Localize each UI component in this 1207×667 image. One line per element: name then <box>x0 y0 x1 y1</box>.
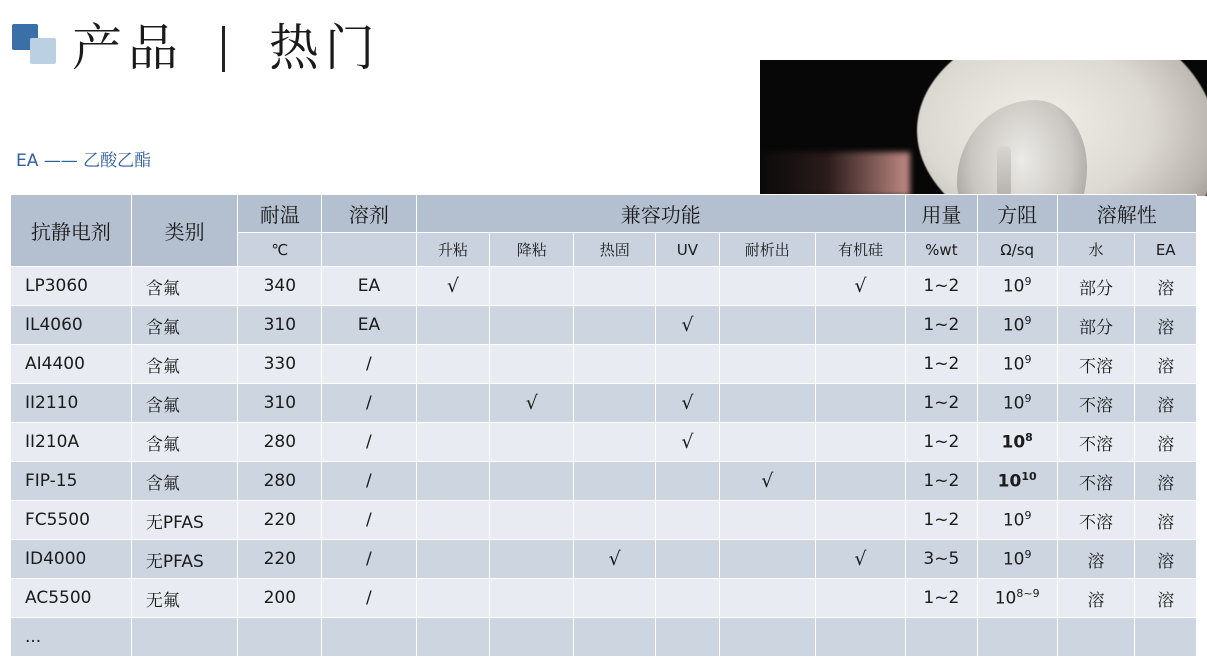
cell-solvent: / <box>322 540 416 579</box>
th-solubility-group: 溶解性 <box>1057 195 1196 233</box>
cell-solubility-ea: 溶 <box>1135 540 1197 579</box>
th-agent: 抗静电剂 <box>11 195 132 267</box>
cell-compat-4: √ <box>656 423 719 462</box>
resistance-base: 10 <box>1002 354 1025 375</box>
cell-compat-6 <box>815 462 905 501</box>
cell-temperature: 340 <box>238 267 322 306</box>
cell-agent: AC5500 <box>11 579 132 618</box>
cell-compat-5 <box>719 384 815 423</box>
cell-resistance <box>977 306 1057 345</box>
cell-category <box>131 618 238 657</box>
th-compat-f4: UV <box>656 233 719 267</box>
table-row <box>11 579 1197 618</box>
cell-compat-6 <box>815 579 905 618</box>
cell-solvent: EA <box>322 267 416 306</box>
photo-liquid-drip <box>997 146 1011 196</box>
resistance-base: 10 <box>1001 432 1026 453</box>
cell-solubility-water: 不溶 <box>1057 501 1135 540</box>
th-temperature: 耐温 <box>238 195 322 233</box>
resistance-base: 10 <box>1002 510 1025 531</box>
page-title <box>72 8 381 80</box>
cell-solubility-water: 不溶 <box>1057 384 1135 423</box>
table-row <box>11 345 1197 384</box>
cell-compat-3 <box>574 345 656 384</box>
th-solvent: 溶剂 <box>322 195 416 233</box>
cell-compat-1 <box>416 618 490 657</box>
cell-dose: 1~2 <box>906 267 978 306</box>
cell-compat-1 <box>416 423 490 462</box>
cell-temperature: 220 <box>238 540 322 579</box>
cell-compat-3 <box>574 423 656 462</box>
cell-compat-1 <box>416 306 490 345</box>
cell-category: 无PFAS <box>131 501 238 540</box>
cell-compat-2 <box>490 345 574 384</box>
cell-solubility-ea: 溶 <box>1135 423 1197 462</box>
cell-compat-1 <box>416 540 490 579</box>
product-photo <box>760 60 1207 196</box>
cell-agent: II210A <box>11 423 132 462</box>
cell-solvent: / <box>322 423 416 462</box>
cell-category: 无氟 <box>131 579 238 618</box>
cell-compat-2 <box>490 540 574 579</box>
cell-compat-5 <box>719 423 815 462</box>
cell-compat-4 <box>656 462 719 501</box>
th-dose: 用量 <box>906 195 978 233</box>
th-solubility-ea: EA <box>1135 233 1197 267</box>
cell-compat-3 <box>574 384 656 423</box>
cell-compat-4 <box>656 579 719 618</box>
resistance-base: 10 <box>997 471 1022 492</box>
cell-agent: FC5500 <box>11 501 132 540</box>
cell-compat-2: √ <box>490 384 574 423</box>
cell-temperature: 310 <box>238 306 322 345</box>
cell-compat-5 <box>719 306 815 345</box>
cell-compat-6 <box>815 618 905 657</box>
cell-temperature: 200 <box>238 579 322 618</box>
cell-compat-4: √ <box>656 384 719 423</box>
cell-compat-2 <box>490 267 574 306</box>
cell-solubility-water: 溶 <box>1057 579 1135 618</box>
cell-resistance <box>977 345 1057 384</box>
th-compat-f1: 升粘 <box>416 233 490 267</box>
cell-solvent: / <box>322 345 416 384</box>
cell-dose: 1~2 <box>906 462 978 501</box>
resistance-base: 10 <box>994 588 1017 609</box>
cell-temperature: 220 <box>238 501 322 540</box>
cell-compat-4 <box>656 267 719 306</box>
cell-compat-5 <box>719 540 815 579</box>
cell-compat-2 <box>490 306 574 345</box>
cell-compat-4 <box>656 540 719 579</box>
resistance-base: 10 <box>1002 393 1025 414</box>
cell-compat-6 <box>815 423 905 462</box>
cell-solubility-ea: 溶 <box>1135 267 1197 306</box>
title-divider <box>222 26 225 72</box>
th-compat-f5: 耐析出 <box>719 233 815 267</box>
cell-compat-1 <box>416 501 490 540</box>
cell-compat-6 <box>815 501 905 540</box>
cell-compat-3: √ <box>574 540 656 579</box>
cell-category: 含氟 <box>131 306 238 345</box>
cell-dose: 1~2 <box>906 345 978 384</box>
cell-dose: 1~2 <box>906 306 978 345</box>
th-dose-unit: %wt <box>906 233 978 267</box>
cell-solubility-water: 不溶 <box>1057 462 1135 501</box>
antistatic-agents-table <box>10 194 1197 657</box>
cell-solubility-water: 部分 <box>1057 306 1135 345</box>
cell-solvent: EA <box>322 306 416 345</box>
cell-compat-4 <box>656 501 719 540</box>
resistance-exponent: 9 <box>1024 392 1032 406</box>
cell-solubility-water: 不溶 <box>1057 423 1135 462</box>
cell-compat-1: √ <box>416 267 490 306</box>
table-row <box>11 423 1197 462</box>
cell-agent: II2110 <box>11 384 132 423</box>
cell-compat-5 <box>719 267 815 306</box>
cell-resistance <box>977 384 1057 423</box>
table-row <box>11 501 1197 540</box>
cell-compat-1 <box>416 345 490 384</box>
cell-solvent: / <box>322 501 416 540</box>
cell-compat-2 <box>490 462 574 501</box>
cell-dose <box>906 618 978 657</box>
cell-solubility-ea: 溶 <box>1135 501 1197 540</box>
cell-dose: 1~2 <box>906 423 978 462</box>
cell-resistance <box>977 618 1057 657</box>
cell-resistance <box>977 423 1057 462</box>
cell-compat-2 <box>490 618 574 657</box>
cell-agent: ID4000 <box>11 540 132 579</box>
resistance-exponent: 9 <box>1024 314 1032 328</box>
cell-compat-3 <box>574 579 656 618</box>
cell-dose: 1~2 <box>906 501 978 540</box>
th-compat-group: 兼容功能 <box>416 195 906 233</box>
table-header-row <box>11 195 1197 233</box>
cell-agent: LP3060 <box>11 267 132 306</box>
table-body <box>11 267 1197 657</box>
cell-compat-6 <box>815 306 905 345</box>
photo-glow-left <box>760 152 910 196</box>
cell-solubility-ea: 溶 <box>1135 306 1197 345</box>
cell-solubility-ea: 溶 <box>1135 462 1197 501</box>
cell-temperature: 310 <box>238 384 322 423</box>
cell-dose: 3~5 <box>906 540 978 579</box>
resistance-base: 10 <box>1002 549 1025 570</box>
cell-compat-4: √ <box>656 306 719 345</box>
cell-compat-6 <box>815 384 905 423</box>
cell-compat-5: √ <box>719 462 815 501</box>
cell-compat-3 <box>574 306 656 345</box>
cell-compat-3 <box>574 618 656 657</box>
cell-solvent <box>322 618 416 657</box>
resistance-exponent: 9 <box>1024 353 1032 367</box>
section-subtitle: EA —— 乙酸乙酯 <box>16 151 152 171</box>
logo-square-light <box>30 38 56 64</box>
cell-category: 含氟 <box>131 267 238 306</box>
cell-temperature <box>238 618 322 657</box>
cell-category: 无PFAS <box>131 540 238 579</box>
cell-resistance <box>977 462 1057 501</box>
cell-compat-2 <box>490 579 574 618</box>
cell-solubility-ea: 溶 <box>1135 384 1197 423</box>
table-row <box>11 306 1197 345</box>
page-title-right: 热门 <box>268 19 381 77</box>
cell-dose: 1~2 <box>906 579 978 618</box>
resistance-exponent: 9 <box>1024 548 1032 562</box>
cell-solubility-ea: 溶 <box>1135 345 1197 384</box>
cell-agent: AI4400 <box>11 345 132 384</box>
cell-temperature: 330 <box>238 345 322 384</box>
cell-solvent: / <box>322 384 416 423</box>
cell-category: 含氟 <box>131 384 238 423</box>
cell-category: 含氟 <box>131 345 238 384</box>
th-compat-f3: 热固 <box>574 233 656 267</box>
cell-compat-2 <box>490 501 574 540</box>
cell-resistance <box>977 579 1057 618</box>
cell-compat-5 <box>719 501 815 540</box>
cell-compat-1 <box>416 579 490 618</box>
table-row <box>11 540 1197 579</box>
resistance-exponent: 10 <box>1021 470 1037 484</box>
resistance-exponent: 9 <box>1024 509 1032 523</box>
brand-logo-icon <box>12 24 56 66</box>
th-compat-f2: 降粘 <box>490 233 574 267</box>
cell-dose: 1~2 <box>906 384 978 423</box>
cell-solubility-water: 不溶 <box>1057 345 1135 384</box>
cell-compat-5 <box>719 579 815 618</box>
cell-compat-1 <box>416 462 490 501</box>
cell-solubility-ea <box>1135 618 1197 657</box>
table-row <box>11 267 1197 306</box>
cell-compat-6 <box>815 345 905 384</box>
cell-compat-3 <box>574 267 656 306</box>
cell-compat-6: √ <box>815 540 905 579</box>
cell-category: 含氟 <box>131 423 238 462</box>
cell-solubility-water: 溶 <box>1057 540 1135 579</box>
cell-compat-3 <box>574 501 656 540</box>
cell-resistance <box>977 501 1057 540</box>
resistance-base: 10 <box>1002 276 1025 297</box>
th-solubility-water: 水 <box>1057 233 1135 267</box>
cell-solvent: / <box>322 579 416 618</box>
resistance-exponent: 8~9 <box>1016 587 1040 601</box>
resistance-base: 10 <box>1002 315 1025 336</box>
resistance-exponent: 9 <box>1024 275 1032 289</box>
cell-compat-6: √ <box>815 267 905 306</box>
cell-agent: ... <box>11 618 132 657</box>
cell-compat-4 <box>656 618 719 657</box>
th-category: 类别 <box>131 195 238 267</box>
cell-resistance <box>977 540 1057 579</box>
th-temperature-unit: ℃ <box>238 233 322 267</box>
table-head <box>11 195 1197 267</box>
cell-resistance <box>977 267 1057 306</box>
th-resistance-unit: Ω/sq <box>977 233 1057 267</box>
resistance-exponent: 8 <box>1025 431 1033 445</box>
cell-agent: IL4060 <box>11 306 132 345</box>
cell-agent: FIP-15 <box>11 462 132 501</box>
cell-solvent: / <box>322 462 416 501</box>
cell-compat-4 <box>656 345 719 384</box>
cell-compat-3 <box>574 462 656 501</box>
cell-solubility-ea: 溶 <box>1135 579 1197 618</box>
table-row <box>11 384 1197 423</box>
page-title-left: 产品 <box>72 19 184 77</box>
cell-solubility-water: 部分 <box>1057 267 1135 306</box>
cell-temperature: 280 <box>238 462 322 501</box>
cell-compat-1 <box>416 384 490 423</box>
table-row <box>11 618 1197 657</box>
cell-compat-5 <box>719 618 815 657</box>
cell-solubility-water <box>1057 618 1135 657</box>
table-row <box>11 462 1197 501</box>
th-resistance: 方阻 <box>977 195 1057 233</box>
cell-compat-2 <box>490 423 574 462</box>
cell-category: 含氟 <box>131 462 238 501</box>
th-solvent-unit <box>322 233 416 267</box>
cell-compat-5 <box>719 345 815 384</box>
cell-temperature: 280 <box>238 423 322 462</box>
th-compat-f6: 有机硅 <box>815 233 905 267</box>
